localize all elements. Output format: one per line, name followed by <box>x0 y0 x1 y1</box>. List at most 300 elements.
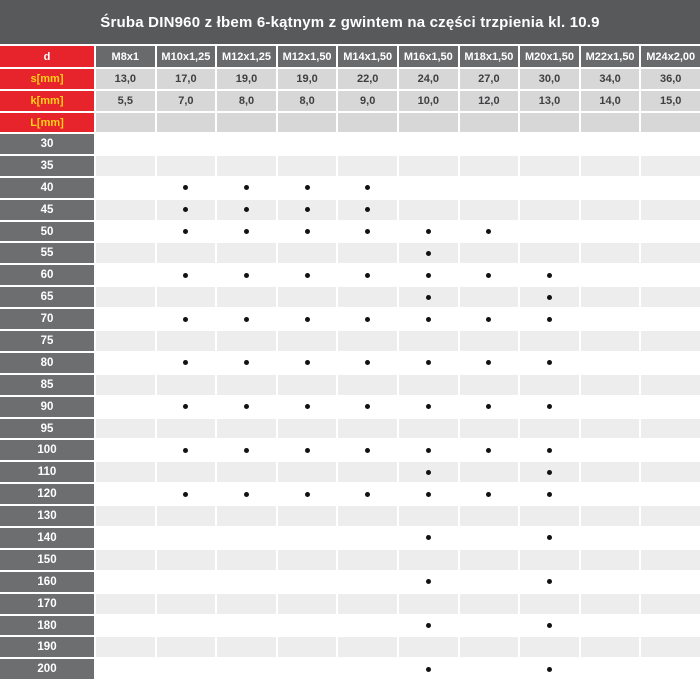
availability-cell <box>278 265 337 285</box>
availability-cell <box>399 134 458 154</box>
length-row-70 <box>0 309 700 329</box>
availability-cell <box>217 265 276 285</box>
availability-dot <box>183 404 188 409</box>
availability-cell <box>278 462 337 482</box>
availability-cell <box>460 572 519 592</box>
availability-dot <box>183 273 188 278</box>
k-value-1: 7,0 <box>157 91 216 111</box>
availability-cell <box>399 287 458 307</box>
availability-cell <box>641 178 700 198</box>
availability-cell <box>520 156 579 176</box>
availability-cell <box>96 419 155 439</box>
availability-cell <box>399 572 458 592</box>
availability-cell <box>217 440 276 460</box>
length-label: 120 <box>0 484 94 504</box>
availability-cell <box>581 200 640 220</box>
availability-cell <box>399 309 458 329</box>
availability-cell <box>460 178 519 198</box>
availability-cell <box>399 419 458 439</box>
availability-cell <box>641 375 700 395</box>
availability-cell <box>460 528 519 548</box>
availability-cell <box>96 659 155 679</box>
availability-cell <box>157 440 216 460</box>
availability-cell <box>399 462 458 482</box>
s-row-label: s[mm] <box>0 69 94 89</box>
availability-cell <box>278 528 337 548</box>
availability-dot <box>426 404 431 409</box>
availability-dot <box>547 448 552 453</box>
availability-cell <box>96 287 155 307</box>
availability-cell <box>641 528 700 548</box>
availability-cell <box>460 550 519 570</box>
availability-cell <box>520 178 579 198</box>
availability-cell <box>217 528 276 548</box>
availability-dot <box>426 251 431 256</box>
availability-cell <box>96 397 155 417</box>
availability-cell <box>399 265 458 285</box>
availability-dot <box>547 492 552 497</box>
availability-cell <box>217 594 276 614</box>
length-label: 100 <box>0 440 94 460</box>
k-value-6: 12,0 <box>460 91 519 111</box>
availability-cell <box>520 506 579 526</box>
availability-dot <box>183 360 188 365</box>
availability-dot <box>305 317 310 322</box>
availability-dot <box>365 404 370 409</box>
availability-cell <box>581 178 640 198</box>
availability-dot <box>426 448 431 453</box>
availability-cell <box>157 550 216 570</box>
availability-cell <box>157 375 216 395</box>
length-row-40 <box>0 178 700 198</box>
availability-cell <box>399 637 458 657</box>
length-row-65 <box>0 287 700 307</box>
availability-dot <box>244 185 249 190</box>
availability-cell <box>520 287 579 307</box>
availability-cell <box>217 309 276 329</box>
availability-dot <box>486 360 491 365</box>
k-value-2: 8,0 <box>217 91 276 111</box>
availability-cell <box>641 243 700 263</box>
availability-dot <box>426 229 431 234</box>
s-value-1: 17,0 <box>157 69 216 89</box>
availability-dot <box>244 207 249 212</box>
availability-cell <box>520 528 579 548</box>
availability-dot <box>486 229 491 234</box>
availability-cell <box>399 200 458 220</box>
availability-cell <box>96 265 155 285</box>
availability-cell <box>641 222 700 242</box>
availability-cell <box>217 156 276 176</box>
availability-cell <box>581 528 640 548</box>
availability-cell <box>338 309 397 329</box>
availability-cell <box>278 222 337 242</box>
length-label: 90 <box>0 397 94 417</box>
availability-cell <box>96 331 155 351</box>
availability-dot <box>183 448 188 453</box>
l-empty-cell-0 <box>96 113 155 132</box>
l-empty-cell-6 <box>460 113 519 132</box>
availability-cell <box>157 331 216 351</box>
availability-cell <box>217 484 276 504</box>
length-label: 150 <box>0 550 94 570</box>
availability-cell <box>278 287 337 307</box>
availability-dot <box>547 623 552 628</box>
length-label: 190 <box>0 637 94 657</box>
k-value-5: 10,0 <box>399 91 458 111</box>
availability-cell <box>278 572 337 592</box>
availability-cell <box>460 200 519 220</box>
availability-cell <box>641 200 700 220</box>
availability-cell <box>460 419 519 439</box>
availability-cell <box>460 309 519 329</box>
availability-dot <box>426 667 431 672</box>
availability-cell <box>278 353 337 373</box>
availability-cell <box>278 440 337 460</box>
availability-cell <box>338 375 397 395</box>
availability-cell <box>520 440 579 460</box>
availability-cell <box>217 397 276 417</box>
column-header-row <box>0 46 700 67</box>
col-header-4: M14x1,50 <box>338 46 397 67</box>
availability-cell <box>96 462 155 482</box>
availability-cell <box>278 243 337 263</box>
l-empty-cell-5 <box>399 113 458 132</box>
availability-cell <box>338 222 397 242</box>
availability-dot <box>426 470 431 475</box>
availability-cell <box>217 243 276 263</box>
availability-cell <box>217 616 276 636</box>
availability-cell <box>96 375 155 395</box>
availability-cell <box>460 222 519 242</box>
k-row-label: k[mm] <box>0 91 94 111</box>
availability-cell <box>399 616 458 636</box>
availability-dot <box>486 492 491 497</box>
availability-cell <box>520 594 579 614</box>
s-value-7: 30,0 <box>520 69 579 89</box>
availability-cell <box>581 331 640 351</box>
availability-cell <box>217 222 276 242</box>
availability-cell <box>520 309 579 329</box>
availability-cell <box>399 550 458 570</box>
availability-cell <box>581 243 640 263</box>
availability-cell <box>217 200 276 220</box>
availability-cell <box>217 506 276 526</box>
length-label: 170 <box>0 594 94 614</box>
s-value-4: 22,0 <box>338 69 397 89</box>
availability-dot <box>244 317 249 322</box>
availability-cell <box>338 506 397 526</box>
availability-cell <box>96 637 155 657</box>
availability-cell <box>96 200 155 220</box>
availability-cell <box>217 134 276 154</box>
availability-cell <box>460 243 519 263</box>
availability-dot <box>305 492 310 497</box>
availability-cell <box>641 309 700 329</box>
availability-cell <box>460 134 519 154</box>
l-row-label: L[mm] <box>0 113 94 132</box>
availability-cell <box>217 178 276 198</box>
col-header-7: M20x1,50 <box>520 46 579 67</box>
availability-cell <box>96 309 155 329</box>
availability-cell <box>460 659 519 679</box>
availability-cell <box>338 484 397 504</box>
availability-cell <box>581 594 640 614</box>
availability-cell <box>399 178 458 198</box>
availability-cell <box>399 528 458 548</box>
availability-dot <box>365 229 370 234</box>
availability-cell <box>157 156 216 176</box>
availability-dot <box>426 295 431 300</box>
availability-cell <box>96 506 155 526</box>
length-row-30 <box>0 134 700 154</box>
availability-cell <box>581 375 640 395</box>
availability-cell <box>581 637 640 657</box>
availability-cell <box>278 375 337 395</box>
length-label: 40 <box>0 178 94 198</box>
length-row-120 <box>0 484 700 504</box>
availability-cell <box>641 353 700 373</box>
availability-cell <box>157 287 216 307</box>
availability-cell <box>641 419 700 439</box>
length-row-190 <box>0 637 700 657</box>
availability-cell <box>157 178 216 198</box>
availability-cell <box>641 550 700 570</box>
availability-cell <box>217 419 276 439</box>
availability-dot <box>547 404 552 409</box>
availability-cell <box>338 462 397 482</box>
s-value-6: 27,0 <box>460 69 519 89</box>
l-empty-cell-4 <box>338 113 397 132</box>
l-header-row <box>0 113 700 132</box>
availability-cell <box>217 353 276 373</box>
availability-dot <box>365 185 370 190</box>
availability-cell <box>641 397 700 417</box>
col-header-1: M10x1,25 <box>157 46 216 67</box>
length-label: 50 <box>0 222 94 242</box>
availability-cell <box>338 528 397 548</box>
col-header-0: M8x1 <box>96 46 155 67</box>
availability-cell <box>278 419 337 439</box>
availability-cell <box>278 594 337 614</box>
length-row-110 <box>0 462 700 482</box>
availability-cell <box>399 594 458 614</box>
col-header-9: M24x2,00 <box>641 46 700 67</box>
availability-cell <box>157 462 216 482</box>
availability-dot <box>365 207 370 212</box>
availability-cell <box>157 594 216 614</box>
availability-dot <box>183 317 188 322</box>
length-label: 95 <box>0 419 94 439</box>
availability-cell <box>581 659 640 679</box>
availability-cell <box>641 637 700 657</box>
availability-cell <box>157 265 216 285</box>
availability-cell <box>217 331 276 351</box>
availability-cell <box>581 440 640 460</box>
availability-cell <box>581 134 640 154</box>
availability-cell <box>96 594 155 614</box>
availability-cell <box>581 287 640 307</box>
availability-cell <box>460 265 519 285</box>
length-label: 130 <box>0 506 94 526</box>
availability-cell <box>278 331 337 351</box>
s-dimension-row <box>0 69 700 89</box>
availability-cell <box>641 594 700 614</box>
availability-dot <box>426 273 431 278</box>
availability-cell <box>217 637 276 657</box>
availability-cell <box>581 156 640 176</box>
availability-cell <box>157 134 216 154</box>
availability-cell <box>460 331 519 351</box>
availability-dot <box>486 404 491 409</box>
availability-cell <box>338 134 397 154</box>
corner-header-d: d <box>0 46 94 67</box>
length-row-100 <box>0 440 700 460</box>
l-empty-cell-1 <box>157 113 216 132</box>
availability-cell <box>338 265 397 285</box>
availability-cell <box>157 419 216 439</box>
availability-dot <box>183 185 188 190</box>
availability-cell <box>338 594 397 614</box>
availability-cell <box>641 506 700 526</box>
l-empty-cell-8 <box>581 113 640 132</box>
s-value-3: 19,0 <box>278 69 337 89</box>
availability-cell <box>338 572 397 592</box>
length-row-55 <box>0 243 700 263</box>
k-value-4: 9,0 <box>338 91 397 111</box>
availability-cell <box>338 659 397 679</box>
availability-cell <box>581 506 640 526</box>
availability-cell <box>641 156 700 176</box>
availability-cell <box>641 331 700 351</box>
availability-cell <box>278 397 337 417</box>
length-label: 140 <box>0 528 94 548</box>
availability-dot <box>305 404 310 409</box>
availability-cell <box>278 550 337 570</box>
length-label: 30 <box>0 134 94 154</box>
availability-cell <box>338 200 397 220</box>
availability-cell <box>157 616 216 636</box>
availability-cell <box>399 331 458 351</box>
availability-cell <box>520 243 579 263</box>
availability-dot <box>426 579 431 584</box>
availability-cell <box>460 637 519 657</box>
availability-cell <box>338 287 397 307</box>
length-label: 35 <box>0 156 94 176</box>
availability-cell <box>641 287 700 307</box>
availability-dot <box>244 448 249 453</box>
col-header-3: M12x1,50 <box>278 46 337 67</box>
length-row-45 <box>0 200 700 220</box>
availability-cell <box>399 222 458 242</box>
availability-dot <box>547 535 552 540</box>
availability-cell <box>278 200 337 220</box>
length-row-35 <box>0 156 700 176</box>
availability-cell <box>338 550 397 570</box>
availability-cell <box>338 156 397 176</box>
length-row-75 <box>0 331 700 351</box>
l-empty-cell-9 <box>641 113 700 132</box>
availability-cell <box>460 353 519 373</box>
s-value-2: 19,0 <box>217 69 276 89</box>
availability-cell <box>641 659 700 679</box>
availability-cell <box>581 572 640 592</box>
availability-dot <box>486 273 491 278</box>
availability-cell <box>338 353 397 373</box>
availability-cell <box>399 243 458 263</box>
availability-cell <box>581 265 640 285</box>
l-empty-cell-7 <box>520 113 579 132</box>
availability-cell <box>520 616 579 636</box>
availability-cell <box>96 353 155 373</box>
length-label: 55 <box>0 243 94 263</box>
availability-cell <box>338 419 397 439</box>
availability-dot <box>305 185 310 190</box>
col-header-5: M16x1,50 <box>399 46 458 67</box>
availability-cell <box>460 287 519 307</box>
availability-cell <box>581 484 640 504</box>
length-label: 75 <box>0 331 94 351</box>
length-row-150 <box>0 550 700 570</box>
availability-cell <box>96 440 155 460</box>
availability-cell <box>338 637 397 657</box>
availability-cell <box>338 616 397 636</box>
availability-cell <box>278 616 337 636</box>
length-row-85 <box>0 375 700 395</box>
availability-cell <box>399 375 458 395</box>
availability-cell <box>157 637 216 657</box>
availability-dot <box>486 448 491 453</box>
availability-cell <box>399 659 458 679</box>
s-value-0: 13,0 <box>96 69 155 89</box>
availability-dot <box>547 470 552 475</box>
length-label: 200 <box>0 659 94 679</box>
availability-cell <box>96 178 155 198</box>
length-row-180 <box>0 616 700 636</box>
availability-cell <box>641 484 700 504</box>
spec-table <box>0 46 700 679</box>
availability-cell <box>460 397 519 417</box>
availability-cell <box>460 440 519 460</box>
page-title: Śruba DIN960 z łbem 6-kątnym z gwintem na części trzpienia kl. 10.9 <box>0 0 700 44</box>
availability-cell <box>278 484 337 504</box>
availability-cell <box>520 331 579 351</box>
length-row-160 <box>0 572 700 592</box>
length-label: 85 <box>0 375 94 395</box>
availability-cell <box>641 265 700 285</box>
availability-cell <box>157 243 216 263</box>
availability-cell <box>399 156 458 176</box>
availability-cell <box>96 616 155 636</box>
availability-dot <box>365 360 370 365</box>
length-row-130 <box>0 506 700 526</box>
k-dimension-row <box>0 91 700 111</box>
availability-cell <box>520 375 579 395</box>
length-label: 60 <box>0 265 94 285</box>
availability-cell <box>338 178 397 198</box>
availability-cell <box>338 243 397 263</box>
availability-cell <box>96 156 155 176</box>
availability-cell <box>157 659 216 679</box>
availability-cell <box>399 397 458 417</box>
availability-cell <box>460 375 519 395</box>
length-row-50 <box>0 222 700 242</box>
availability-dot <box>547 667 552 672</box>
availability-cell <box>96 243 155 263</box>
s-value-5: 24,0 <box>399 69 458 89</box>
availability-cell <box>157 200 216 220</box>
availability-dot <box>305 273 310 278</box>
